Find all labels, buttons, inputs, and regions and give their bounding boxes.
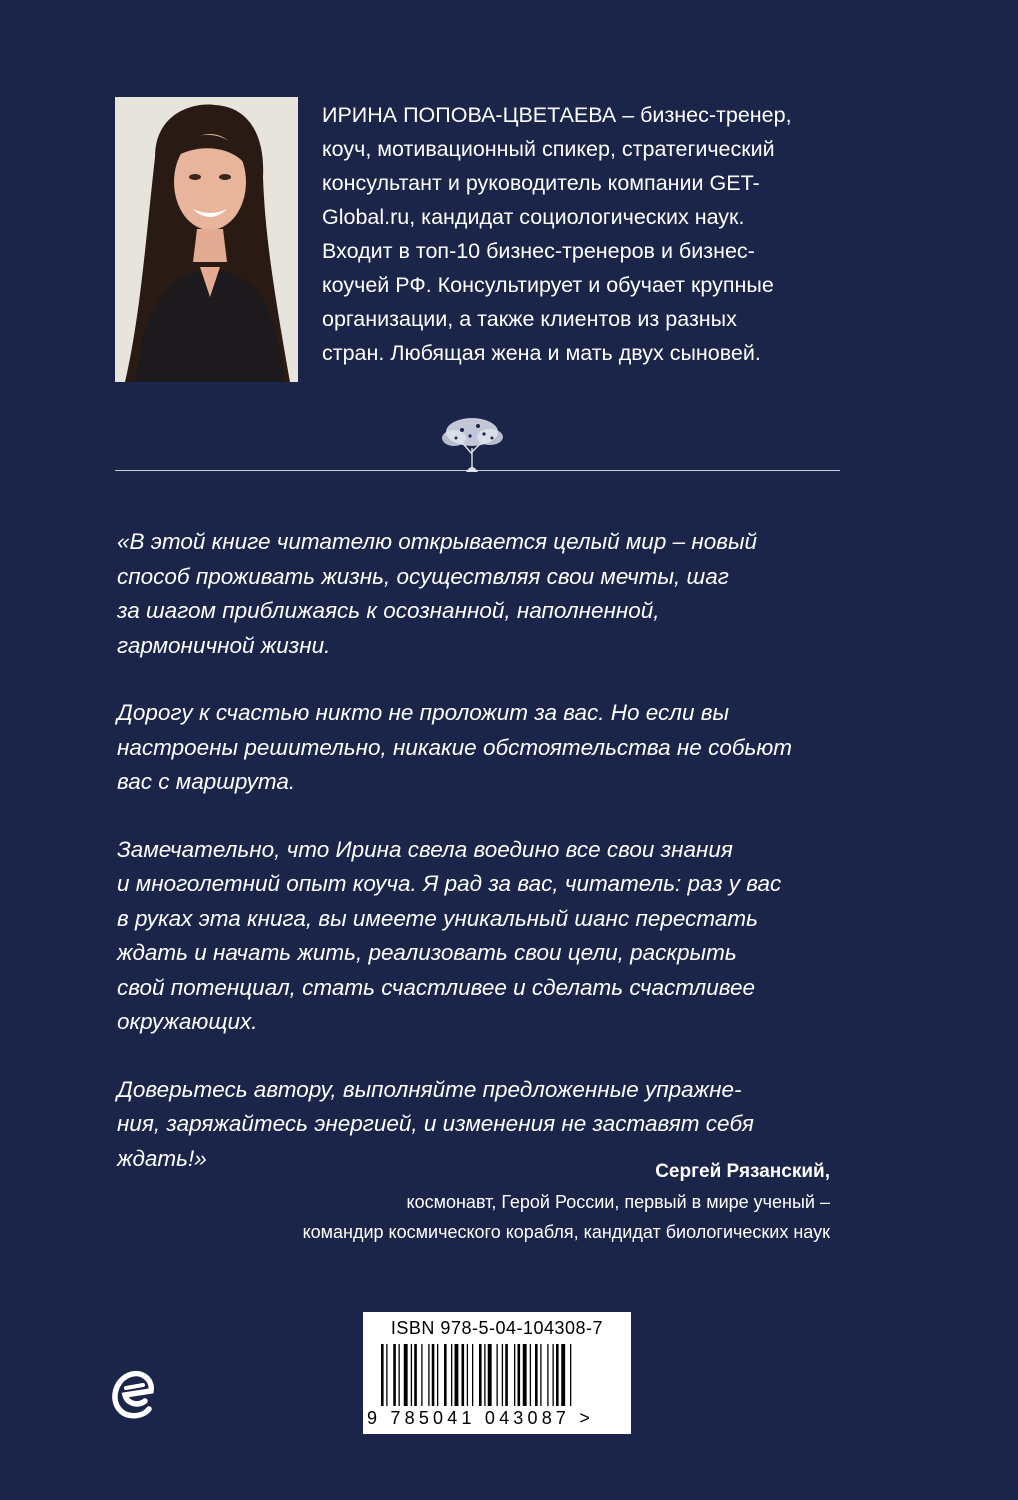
quote-line: ния, заряжайтесь энергией, и изменения не заставят себя [117, 1111, 754, 1136]
barcode-bar [399, 1344, 400, 1406]
bio-line: коучей РФ. Консультирует и обучает крупные [322, 273, 774, 297]
barcode-bar [523, 1344, 527, 1406]
quote-line: окружающих. [117, 1009, 258, 1034]
endorsement-quote [117, 525, 837, 1209]
tree-icon [432, 410, 512, 482]
quote-line: свой потенциал, стать счастливее и сделать счастливее [117, 974, 755, 1000]
quote-line: Дорогу к счастью никто не проложит за вас. Но если вы [117, 700, 730, 725]
barcode-bar [386, 1344, 387, 1406]
barcode-bar [479, 1344, 482, 1406]
barcode-bar [472, 1344, 473, 1406]
quote-line: вас с маршрута. [117, 769, 296, 794]
bio-line: ИРИНА ПОПОВА-ЦВЕТАЕВА – бизнес-тренер, [322, 103, 792, 127]
barcode-bar [540, 1344, 541, 1406]
barcode-bar [502, 1344, 503, 1406]
barcode-bar [467, 1344, 468, 1406]
bio-line: консультант и руководитель компании GET- [322, 171, 760, 195]
barcode-bar [444, 1344, 447, 1406]
barcode-bar [462, 1344, 465, 1406]
quote-line: ждать и начать жить, реализовать свои цели, раскрыть [117, 940, 737, 965]
barcode-bar [393, 1344, 396, 1406]
bio-line: коуч, мотивационный спикер, стратегический [322, 137, 775, 161]
attribution-title: командир космического корабля, кандидат биологических наук [302, 1222, 830, 1242]
barcode-bar [547, 1344, 548, 1406]
bio-line: Входит в топ-10 бизнес-тренеров и бизнес- [322, 239, 755, 263]
barcode-bar [535, 1344, 538, 1406]
quote-line: и многолетний опыт коуча. Я рад за вас, читатель: раз у вас [117, 871, 782, 896]
barcode-bar [497, 1344, 498, 1406]
barcode-bar [514, 1344, 515, 1406]
quote-line: способ проживать жизнь, осуществляя свои мечты, шаг [117, 563, 729, 589]
quote-line: Доверьтесь автору, выполняйте предложенные упражне- [117, 1076, 742, 1102]
barcode-bar [556, 1344, 559, 1406]
attribution-title: космонавт, Герой России, первый в мире ученый – [406, 1192, 830, 1212]
barcode-bar [411, 1344, 412, 1406]
isbn-label: ISBN 978-5-04-104308-7 [390, 1318, 604, 1338]
barcode-bar [570, 1344, 571, 1406]
bio-line: стран. Любящая жена и мать двух сыновей. [322, 341, 761, 365]
barcode-bar [404, 1344, 408, 1406]
barcode-bars [381, 1344, 613, 1416]
barcode-bar [484, 1344, 485, 1406]
barcode-bar [414, 1344, 417, 1406]
quote-attribution [303, 1157, 830, 1247]
author-bio [322, 98, 882, 370]
quote-line: в руках эта книга, вы имеете уникальный шанс перестать [117, 905, 758, 931]
barcode-bar [488, 1344, 492, 1406]
quote-line: настроены решительно, никакие обстоятельства не собьют [117, 734, 792, 760]
barcode-bar [428, 1344, 429, 1406]
bio-line: организации, а также клиентов из разных [322, 307, 737, 331]
barcode-bar [561, 1344, 565, 1406]
barcode-bar [381, 1344, 384, 1406]
barcode-digits: 9 785041 043087 > [367, 1408, 595, 1428]
barcode-bar [421, 1344, 422, 1406]
quote-line: Замечательно, что Ирина свела воедино все свои знания [117, 836, 733, 862]
quote-paragraph [117, 696, 837, 800]
barcode-bar [451, 1344, 452, 1406]
isbn-barcode [363, 1312, 631, 1434]
bio-line: Global.ru, кандидат социологических наук. [322, 205, 745, 229]
quote-line: за шагом приближаясь к осознанной, наполненной, [117, 598, 660, 623]
barcode-bar [437, 1344, 438, 1406]
quote-line: «В этой книге читателю открывается целый мир – новый [117, 529, 758, 554]
barcode-bar [432, 1344, 435, 1406]
author-photo [115, 97, 298, 382]
quote-paragraph [117, 525, 837, 663]
barcode-bar [455, 1344, 459, 1406]
attribution-author: Сергей Рязанский, [655, 1161, 830, 1182]
quote-line: ждать!» [117, 1145, 207, 1171]
barcode-bar [553, 1344, 554, 1406]
quote-line: гармоничной жизни. [117, 632, 331, 658]
barcode-bar [518, 1344, 521, 1406]
quote-paragraph [117, 833, 837, 1040]
barcode-bar [530, 1344, 531, 1406]
barcode-bar [505, 1344, 508, 1406]
publisher-logo-icon [109, 1365, 157, 1421]
